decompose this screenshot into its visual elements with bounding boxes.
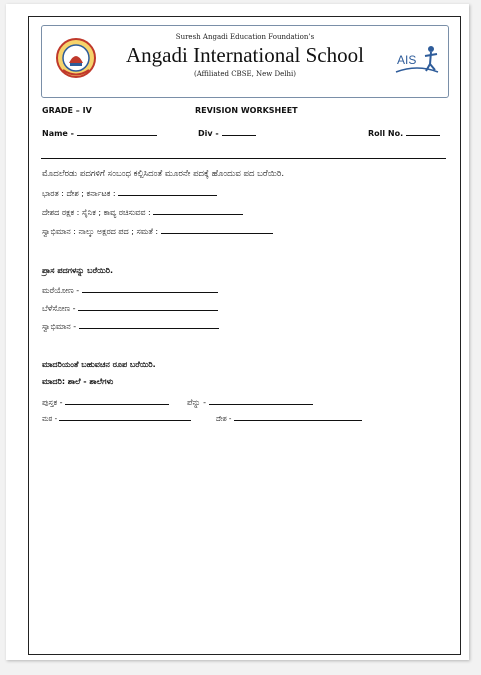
s1-line-3-text: ಸ್ವಾಭಿಮಾನ : ನಾಲ್ಕು ಅಕ್ಷರದ ಪದ ; ಸಮತೆ : bbox=[42, 227, 159, 236]
s3-row-1-b bbox=[187, 396, 313, 408]
s1-blank-3[interactable] bbox=[161, 225, 273, 234]
s1-line-1-text: ಭಾರತ : ದೇಶ ; ಕರ್ನಾಟಕ : bbox=[42, 189, 116, 198]
s1-blank-2[interactable] bbox=[153, 206, 243, 215]
school-header bbox=[41, 25, 449, 98]
s2-line-2-text: ಬೆಳೆಸೋಣ - bbox=[42, 304, 76, 313]
s2-line-3-text: ಸ್ವಾಭಿಮಾನ - bbox=[42, 322, 77, 331]
foundation-name: Suresh Angadi Education Foundation’s bbox=[175, 33, 315, 41]
grade-label: GRADE – IV bbox=[42, 106, 92, 115]
s3-blank-4[interactable] bbox=[234, 413, 362, 421]
section2-title: ಪ್ರಾಸ ಪದಗಳನ್ನು ಬರೆಯಿರಿ. bbox=[42, 266, 113, 275]
s2-line-2 bbox=[42, 302, 218, 314]
name-field-row bbox=[42, 127, 157, 138]
s1-line-2 bbox=[42, 206, 243, 218]
s3-row-2-b bbox=[216, 413, 362, 424]
s1-line-1 bbox=[42, 187, 217, 199]
ais-logo-text: AIS bbox=[397, 53, 417, 67]
s3-blank-1[interactable] bbox=[65, 396, 169, 405]
worksheet-page bbox=[6, 4, 469, 660]
s3-row-1-a-text: ಪುಸ್ತಕ - bbox=[42, 398, 63, 407]
roll-label: Roll No. bbox=[368, 129, 404, 138]
div-blank[interactable] bbox=[222, 127, 256, 136]
divider-line bbox=[41, 158, 446, 159]
s3-row-1-a bbox=[42, 396, 169, 408]
roll-blank[interactable] bbox=[406, 127, 440, 136]
s2-line-1-text: ಮರೆಯೋಣ - bbox=[42, 286, 80, 295]
section1-title: ಮೊದಲೆರಡು ಪದಗಳಿಗೆ ಸಂಬಂಧ ಕಲ್ಪಿಸಿದಂತೆ ಮೂರನೇ ಪದಕ್ಕೆ ಹೊಂದುವ ಪದ ಬರೆಯಿರಿ. bbox=[42, 169, 285, 179]
roll-field-row bbox=[368, 127, 440, 138]
s2-blank-2[interactable] bbox=[78, 302, 218, 311]
worksheet-title: REVISION WORKSHEET bbox=[195, 106, 298, 115]
affiliation-text: (Affiliated CBSE, New Delhi) bbox=[194, 70, 296, 78]
name-blank[interactable] bbox=[77, 127, 157, 136]
div-field-row bbox=[198, 127, 256, 138]
s2-blank-3[interactable] bbox=[79, 320, 219, 329]
s2-line-3 bbox=[42, 320, 219, 332]
s1-line-2-text: ದೇಶದ ರಕ್ಷಕ : ಸೈನಿಕ ; ಕಾವ್ಯ ರಚಿಸುವವ : bbox=[42, 208, 151, 217]
name-label: Name - bbox=[42, 129, 74, 138]
school-name: Angadi International School bbox=[126, 43, 364, 67]
s2-line-1 bbox=[42, 284, 218, 296]
s3-blank-3[interactable] bbox=[59, 413, 191, 421]
section3-example: ಮಾದರಿ: ಶಾಲೆ - ಶಾಲೆಗಳು bbox=[42, 377, 114, 386]
page-border bbox=[28, 16, 461, 655]
div-label: Div - bbox=[198, 129, 219, 138]
s3-blank-2[interactable] bbox=[209, 396, 313, 405]
ais-logo-icon bbox=[394, 42, 440, 78]
s2-blank-1[interactable] bbox=[82, 284, 218, 293]
s3-row-2-b-text: ದೇಶ - bbox=[216, 415, 232, 423]
s3-row-2-a-text: ಮಠ - bbox=[42, 415, 58, 423]
s3-row-2-a bbox=[42, 413, 191, 424]
section3-title: ಮಾದರಿಯಂತೆ ಬಹುವಚನ ರೂಪ ಬರೆಯಿರಿ. bbox=[42, 360, 156, 369]
s1-blank-1[interactable] bbox=[118, 187, 217, 196]
s1-line-3 bbox=[42, 225, 273, 237]
s3-row-1-b-text: ಪೆನ್ನು - bbox=[187, 398, 206, 407]
